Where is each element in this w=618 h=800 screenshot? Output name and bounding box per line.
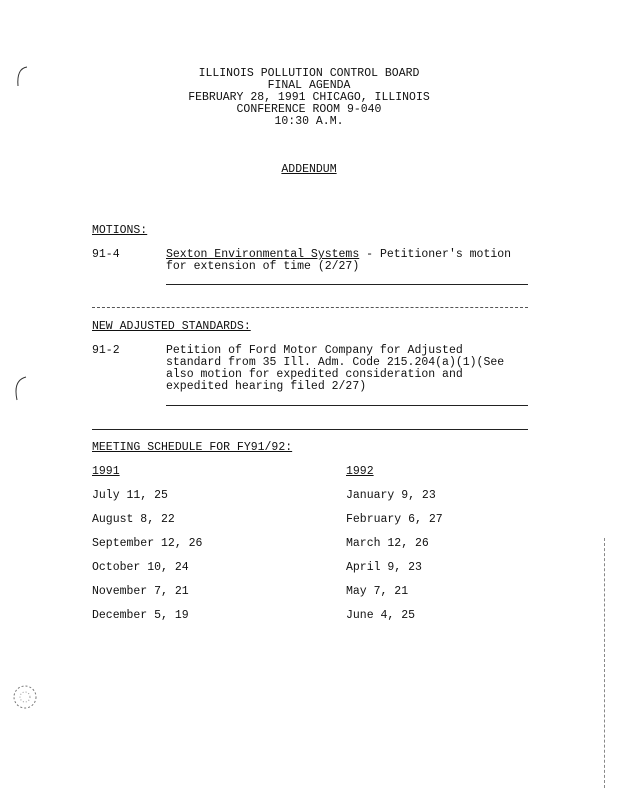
recycled-paper-stamp [10, 682, 40, 712]
meeting-dates-1992-apr: April 9, 23 [346, 561, 422, 574]
meeting-dates-1992-jun: June 4, 25 [346, 609, 416, 622]
addendum-title: ADDENDUM [281, 163, 337, 176]
punch-hole-mark-middle [12, 374, 28, 404]
petition-line3: also motion for expedited consideration and [166, 368, 463, 381]
meeting-dates-1992-feb: February 6, 27 [346, 513, 443, 526]
motion-party: Sexton Environmental Systems [166, 248, 360, 261]
meeting-room: CONFERENCE ROOM 9-040 [236, 103, 382, 116]
meeting-date-location: FEBRUARY 28, 1991 CHICAGO, ILLINOIS [188, 91, 430, 104]
section-divider [92, 307, 528, 308]
petition-number: 91-2 [92, 344, 120, 357]
meeting-dates-1991-oct: October 10, 24 [92, 561, 189, 574]
meeting-dates-1991-dec: December 5, 19 [92, 609, 189, 622]
meeting-dates-1991-jul: July 11, 25 [92, 489, 168, 502]
motion-description-rest: - Petitioner's motion [359, 248, 512, 261]
meeting-dates-1991-sep: September 12, 26 [92, 537, 203, 550]
petition-line4: expedited hearing filed 2/27) [166, 380, 367, 393]
meeting-dates-1992-jan: January 9, 23 [346, 489, 436, 502]
meeting-dates-1991-aug: August 8, 22 [92, 513, 175, 526]
adjusted-standards-heading: NEW ADJUSTED STANDARDS: [92, 320, 251, 333]
motions-heading: MOTIONS: [92, 224, 148, 237]
meeting-time: 10:30 A.M. [274, 115, 344, 128]
motion-rule [166, 284, 528, 285]
meeting-dates-1992-may: May 7, 21 [346, 585, 409, 598]
meeting-dates-1991-nov: November 7, 21 [92, 585, 189, 598]
petition-line1: Petition of Ford Motor Company for Adjusted [166, 344, 463, 357]
meeting-dates-1992-mar: March 12, 26 [346, 537, 429, 550]
petition-rule [166, 405, 528, 406]
punch-hole-mark-top [14, 64, 30, 92]
year-1992: 1992 [346, 465, 374, 478]
motion-number: 91-4 [92, 248, 120, 261]
schedule-heading: MEETING SCHEDULE FOR FY91/92: [92, 441, 293, 454]
agenda-type: FINAL AGENDA [267, 79, 351, 92]
motion-description-line2: for extension of time (2/27) [166, 260, 360, 273]
board-name: ILLINOIS POLLUTION CONTROL BOARD [198, 67, 420, 80]
scan-edge-line [604, 538, 605, 788]
year-1991: 1991 [92, 465, 120, 478]
section-rule [92, 429, 528, 430]
petition-line2: standard from 35 Ill. Adm. Code 215.204(a)(1)(See [166, 356, 505, 369]
